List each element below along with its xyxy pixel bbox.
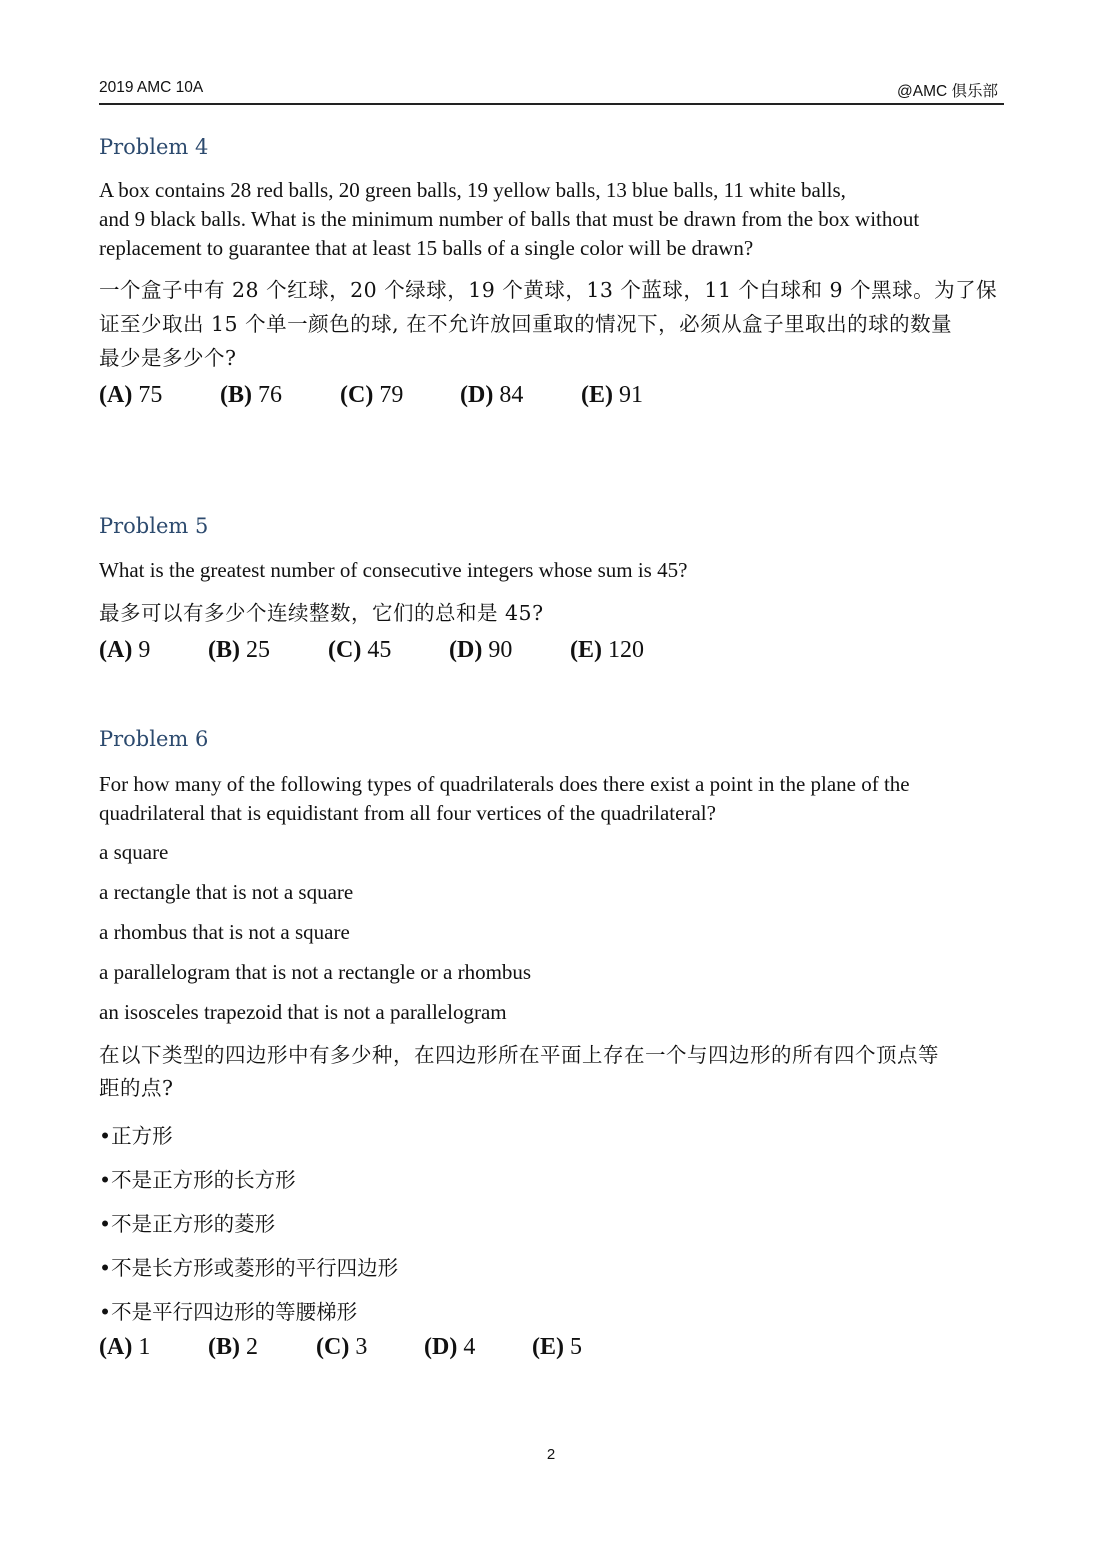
choice-label: (D) [449, 637, 483, 663]
choice-c [316, 1334, 367, 1361]
choice-value: 45 [367, 637, 392, 663]
problem-5-cn-line-1: 最多可以有多少个连续整数，它们的总和是 45? [99, 601, 544, 625]
choice-a [99, 1334, 150, 1361]
quadrilateral-item: an isosceles trapezoid that is not a parallelogram [99, 1000, 507, 1024]
choice-label: (B) [208, 637, 240, 663]
choice-value: 76 [258, 382, 282, 408]
choice-b [208, 637, 270, 664]
quadrilateral-item: a rhombus that is not a square [99, 920, 350, 944]
choice-label: (B) [208, 1334, 240, 1360]
problem-6-title: Problem 6 [99, 727, 209, 751]
cn-bullet-item: •不是长方形或菱形的平行四边形 [99, 1256, 399, 1280]
choice-value: 4 [463, 1334, 476, 1360]
choice-label: (E) [532, 1334, 564, 1360]
choice-value: 1 [138, 1334, 151, 1360]
problem-4-cn-line-3: 最少是多少个? [99, 346, 237, 370]
choice-value: 91 [619, 382, 643, 408]
choice-value: 2 [246, 1334, 258, 1360]
choice-value: 84 [499, 382, 524, 408]
problem-4-cn-line-2: 证至少取出 15 个单一颜色的球, 在不允许放回重取的情况下，必须从盒子里取出的球的数量 [99, 312, 953, 336]
cn-bullet-item: •不是平行四边形的等腰梯形 [99, 1300, 358, 1324]
choice-label: (C) [316, 1334, 350, 1360]
choice-label: (A) [99, 382, 133, 408]
quadrilateral-item: a square [99, 840, 169, 864]
choice-value: 3 [355, 1334, 368, 1360]
page-number: 2 [546, 1446, 556, 1463]
choice-label: (E) [570, 637, 602, 663]
header-right-text: @AMC 俱乐部 [897, 83, 998, 100]
problem-4-text-line-2: and 9 black balls. What is the minimum number of balls that must be drawn from the box without [99, 207, 920, 231]
problem-6-cn-line-1: 在以下类型的四边形中有多少种，在四边形所在平面上存在一个与四边形的所有四个顶点等 [99, 1043, 939, 1067]
choice-d [460, 382, 523, 409]
cn-bullet-item: •正方形 [99, 1124, 173, 1148]
choice-c [340, 382, 403, 409]
cn-bullet-item: •不是正方形的长方形 [99, 1168, 296, 1192]
problem-4-title: Problem 4 [99, 135, 209, 159]
choice-value: 25 [246, 637, 270, 663]
choice-label: (B) [220, 382, 252, 408]
choice-d [449, 637, 512, 664]
quadrilateral-item: a parallelogram that is not a rectangle or a rhombus [99, 960, 532, 984]
choice-b [220, 382, 282, 409]
choice-value: 90 [488, 637, 513, 663]
problem-4-text-line-3: replacement to guarantee that at least 15 balls of a single color will be drawn? [99, 236, 754, 260]
choice-label: (D) [460, 382, 494, 408]
problem-5-title: Problem 5 [99, 514, 209, 538]
choice-c [328, 637, 391, 664]
choice-d [424, 1334, 475, 1361]
choice-label: (A) [99, 1334, 133, 1360]
quadrilateral-item: a rectangle that is not a square [99, 880, 354, 904]
choice-a [99, 637, 150, 664]
choice-label: (D) [424, 1334, 458, 1360]
choice-label: (C) [340, 382, 374, 408]
problem-4-text-line-1: A box contains 28 red balls, 20 green balls, 19 yellow balls, 13 blue balls, 11 white balls, [99, 178, 846, 202]
problem-6-text-line-2: quadrilateral that is equidistant from all four vertices of the quadrilateral? [99, 801, 716, 825]
choice-value: 120 [608, 637, 644, 663]
choice-e [581, 382, 643, 409]
choice-b [208, 1334, 258, 1361]
problem-6-cn-line-2: 距的点? [99, 1076, 174, 1100]
choice-label: (C) [328, 637, 362, 663]
choice-e [570, 637, 644, 664]
cn-bullet-item: •不是正方形的菱形 [99, 1212, 276, 1236]
problem-5-text-line-1: What is the greatest number of consecutive integers whose sum is 45? [99, 558, 688, 582]
header-left-text: 2019 AMC 10A [99, 79, 204, 96]
choice-label: (A) [99, 637, 133, 663]
choice-value: 79 [379, 382, 404, 408]
choice-value: 9 [138, 637, 151, 663]
choice-a [99, 382, 162, 409]
choice-label: (E) [581, 382, 613, 408]
problem-6-text-line-1: For how many of the following types of quadrilaterals does there exist a point in the plane of the [99, 772, 910, 796]
choice-value: 75 [138, 382, 163, 408]
choice-e [532, 1334, 582, 1361]
problem-4-cn-line-1: 一个盒子中有 28 个红球，20 个绿球，19 个黄球，13 个蓝球，11 个白球和 9 个黑球。为了保 [99, 278, 998, 302]
choice-value: 5 [570, 1334, 582, 1360]
page-header [99, 79, 1004, 105]
